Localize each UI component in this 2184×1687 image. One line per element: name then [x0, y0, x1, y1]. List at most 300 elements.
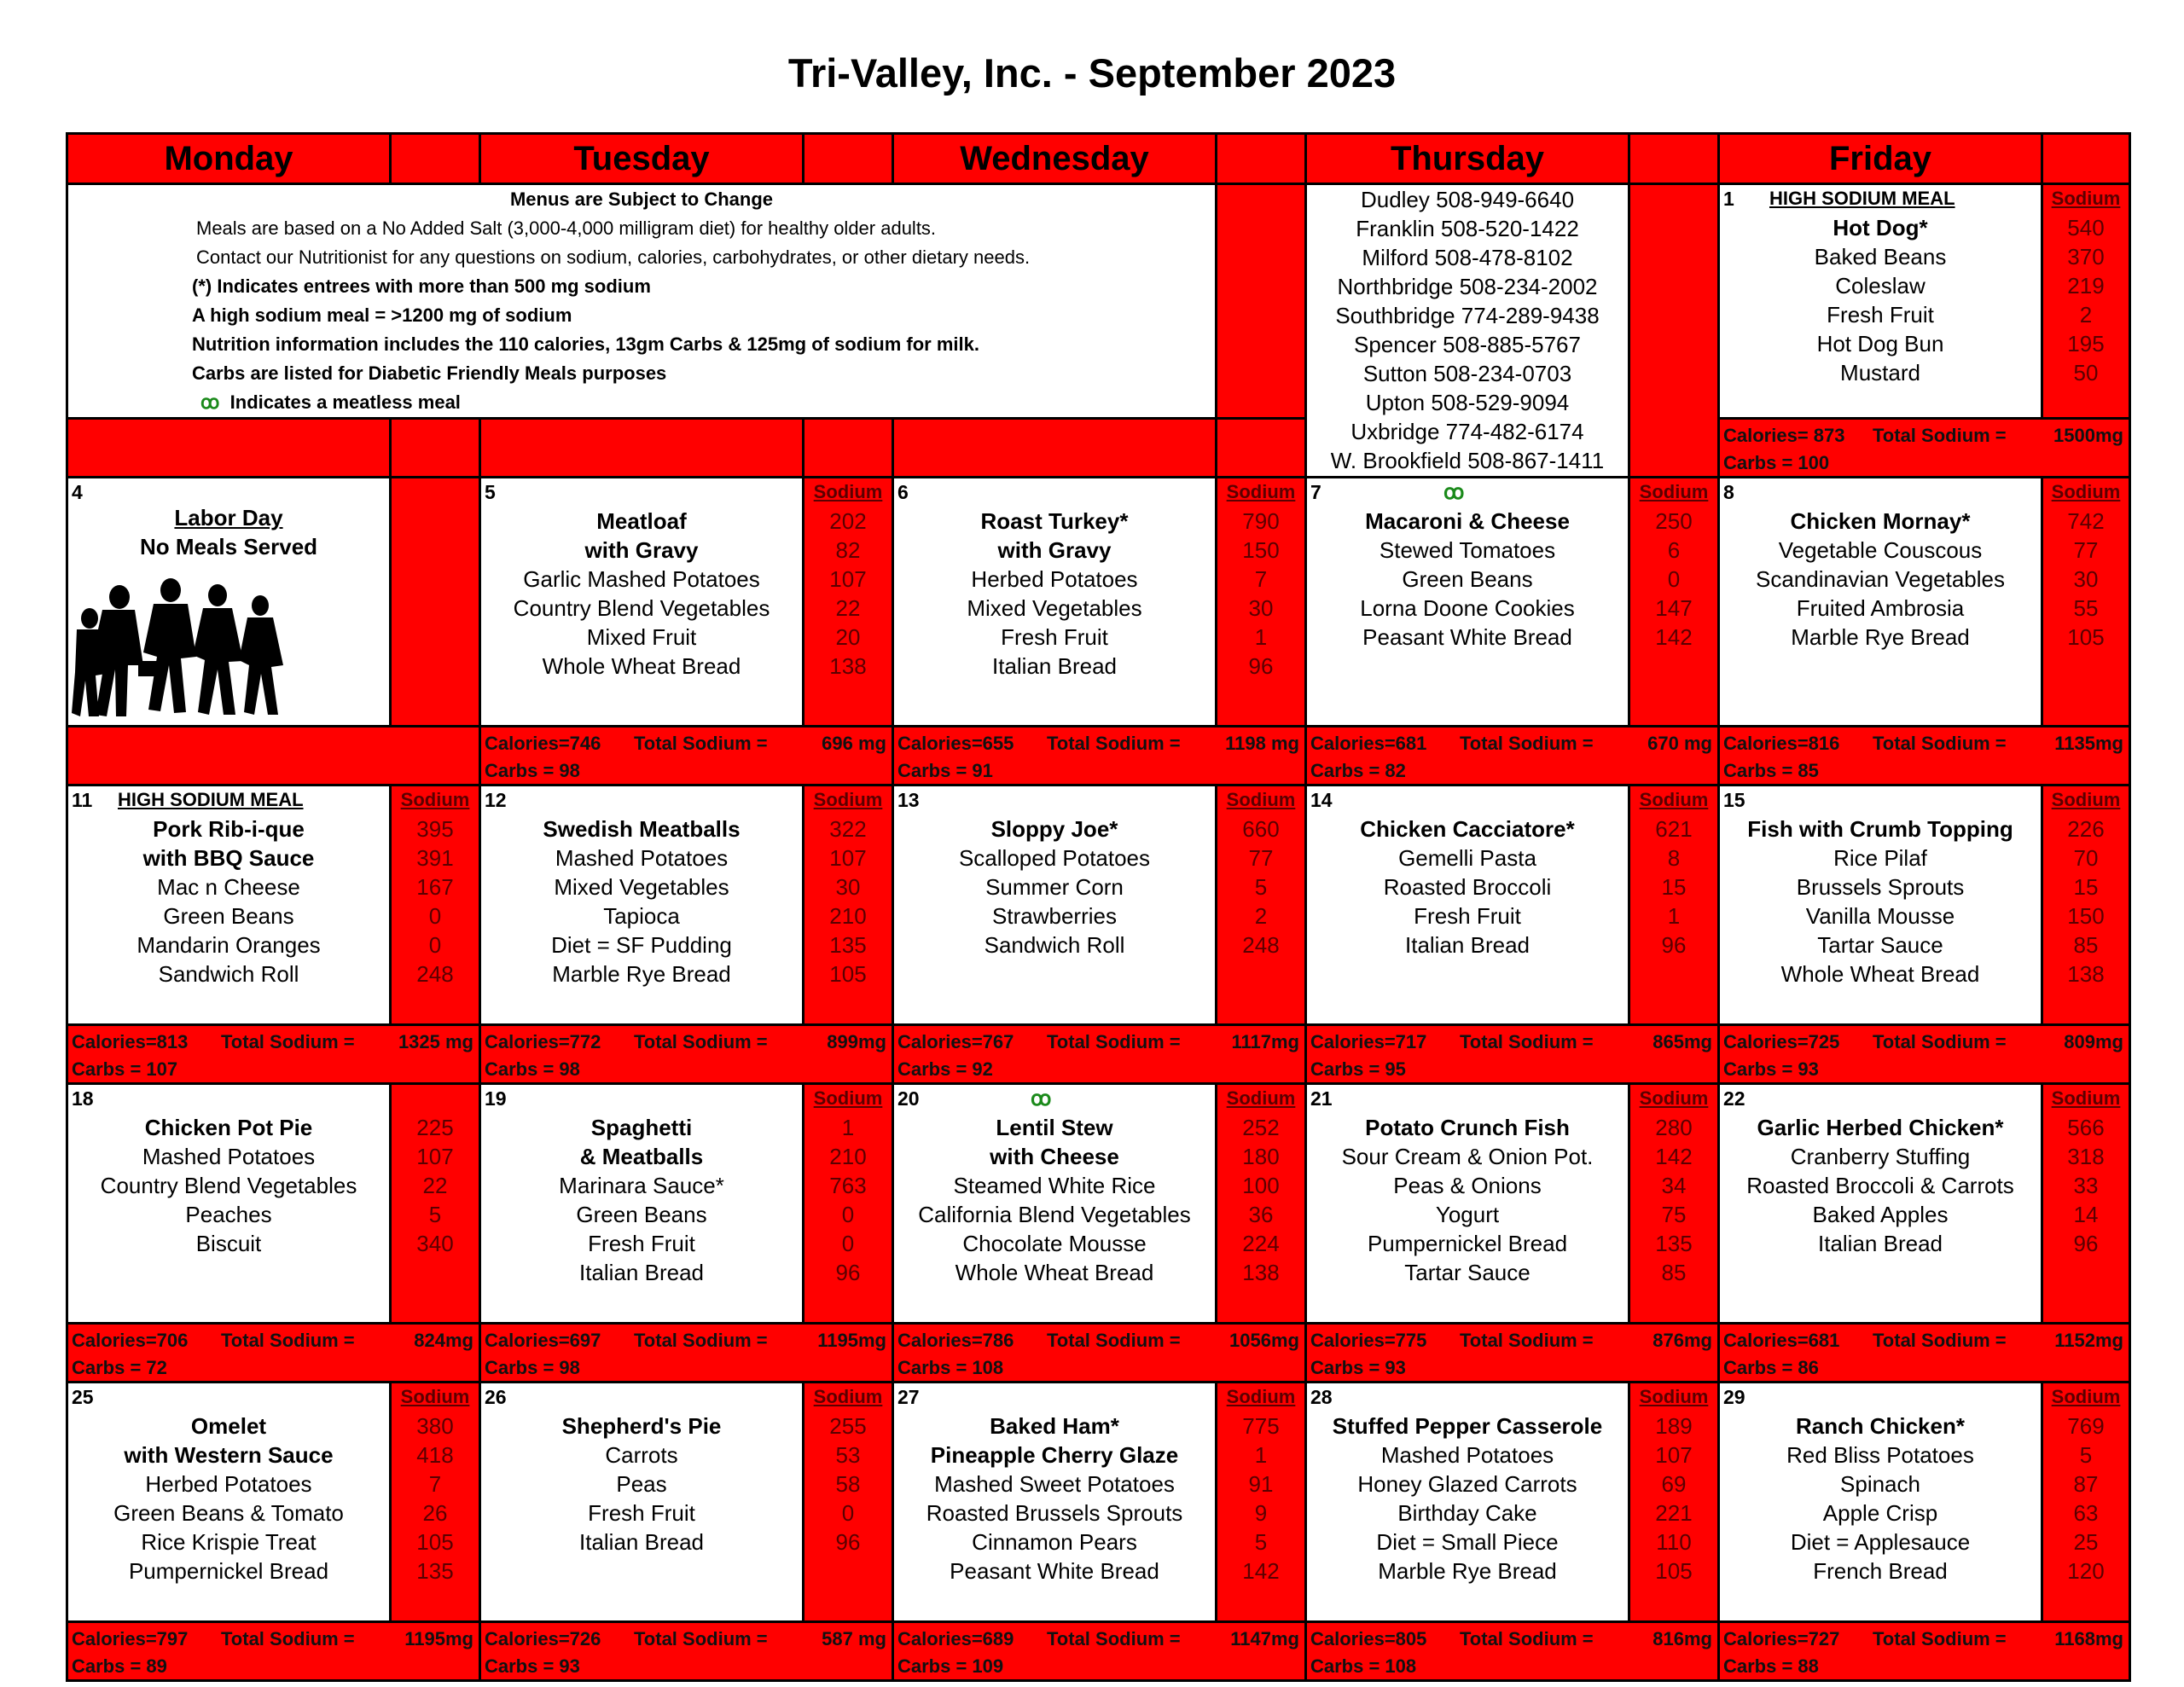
day-header-friday: Friday — [1719, 134, 2042, 184]
menu-item: Swedish Meatballs — [543, 816, 741, 842]
sodium-value: 660 — [1242, 816, 1280, 842]
day-summary — [67, 1622, 480, 1681]
menu-item: Vegetable Couscous — [1778, 537, 1983, 563]
menu-item: Diet = Small Piece — [1376, 1529, 1559, 1555]
sodium-column — [1217, 786, 1306, 1025]
sodium-value: 742 — [2067, 508, 2105, 534]
summary-row — [67, 727, 2130, 786]
calories-total: Calories=717 — [1310, 1031, 1427, 1052]
menu-item: Hot Dog Bun — [1816, 331, 1944, 357]
calories-total: Calories=727 — [1723, 1628, 1840, 1649]
sodium-value: 167 — [416, 874, 454, 900]
menu-item: Stewed Tomatoes — [1379, 537, 1556, 563]
day-cell-18 — [67, 1084, 391, 1324]
sodium-value: 1 — [1667, 903, 1681, 929]
sodium-value: 202 — [829, 508, 867, 534]
info-heading: Menus are Subject to Change — [509, 188, 774, 210]
menu-item: Fresh Fruit — [588, 1500, 695, 1526]
site-phone-list — [1306, 184, 1629, 478]
carbs-total: Carbs = 82 — [1310, 760, 1406, 781]
day-summary — [480, 1025, 893, 1084]
sodium-value: 105 — [2067, 624, 2105, 650]
menu-item: Gemelli Pasta — [1398, 845, 1536, 871]
day-summary — [1719, 727, 2130, 786]
day-header-tuesday: Tuesday — [480, 134, 804, 184]
menu-item: Italian Bread — [579, 1260, 704, 1285]
menu-item: Mashed Potatoes — [555, 845, 729, 871]
week-3-menu-row — [67, 786, 2130, 1025]
sodium-value: 82 — [835, 537, 861, 563]
sodium-header: Sodium — [1226, 1386, 1296, 1407]
sodium-value: 769 — [2067, 1413, 2105, 1439]
menu-item: Sour Cream & Onion Pot. — [1341, 1144, 1594, 1169]
date-number: 19 — [485, 1087, 507, 1110]
calories-total: Calories=772 — [485, 1031, 601, 1052]
sodium-value: 33 — [2073, 1173, 2099, 1198]
sodium-value: 107 — [829, 566, 867, 592]
sodium-column — [2042, 1383, 2130, 1622]
spacer-cell — [1217, 419, 1306, 478]
high-sodium-tag: HIGH SODIUM MEAL — [118, 789, 304, 810]
menu-item: Green Beans — [576, 1202, 707, 1227]
menu-item: Mixed Fruit — [586, 624, 697, 650]
menu-item: Chicken Pot Pie — [144, 1115, 313, 1140]
calories-total: Calories=655 — [897, 733, 1014, 754]
menu-item: Spaghetti — [590, 1115, 693, 1140]
total-sodium-label: Total Sodium = — [1047, 733, 1181, 754]
sodium-value: 621 — [1655, 816, 1693, 842]
sodium-column — [391, 478, 480, 727]
menu-items — [1720, 1412, 2041, 1586]
menu-item: Scandinavian Vegetables — [1755, 566, 2005, 592]
menu-item: Italian Bread — [579, 1529, 704, 1555]
sodium-value: 135 — [829, 932, 867, 958]
sodium-column — [1629, 1383, 1719, 1622]
high-sodium-tag: HIGH SODIUM MEAL — [1769, 188, 1955, 209]
sodium-value: 566 — [2067, 1115, 2105, 1140]
sodium-value: 418 — [416, 1442, 454, 1468]
menu-items — [894, 1412, 1215, 1586]
day-summary — [480, 727, 893, 786]
total-sodium-label: Total Sodium = — [1873, 733, 2007, 754]
info-line: (*) Indicates entrees with more than 500 mg sodium — [192, 275, 651, 297]
sodium-value: 30 — [1248, 595, 1274, 621]
day-summary — [893, 1324, 1306, 1383]
date-number: 5 — [485, 481, 496, 503]
menu-item: Coleslaw — [1835, 273, 1926, 299]
day-header-monday: Monday — [67, 134, 391, 184]
menu-item: Mashed Potatoes — [1380, 1442, 1554, 1468]
sodium-column — [1629, 478, 1719, 727]
sodium-column — [2042, 478, 2130, 727]
date-number: 22 — [1723, 1087, 1745, 1110]
total-sodium-value: 1195mg — [817, 1330, 886, 1351]
carbs-total: Carbs = 86 — [1723, 1357, 1819, 1378]
sodium-value: 96 — [835, 1260, 861, 1285]
holiday-title: Labor Day — [174, 505, 283, 530]
sodium-header: Sodium — [400, 1386, 470, 1407]
menu-item: Vanilla Mousse — [1805, 903, 1955, 929]
phone-entry: Southbridge 774-289-9438 — [1335, 303, 1600, 328]
menu-items — [481, 507, 802, 681]
sodium-value: 248 — [416, 961, 454, 987]
menu-item: Mustard — [1840, 360, 1920, 386]
sodium-value: 221 — [1655, 1500, 1693, 1526]
day-summary — [1306, 1622, 1719, 1681]
menu-calendar — [66, 132, 2131, 1682]
calories-total: Calories=786 — [897, 1330, 1014, 1351]
spacer-cell — [391, 419, 480, 478]
menu-item: Fruited Ambrosia — [1796, 595, 1965, 621]
sodium-value: 147 — [1655, 595, 1693, 621]
menu-item: Marinara Sauce* — [559, 1173, 724, 1198]
day-summary — [1306, 727, 1719, 786]
calories-total: Calories=816 — [1723, 733, 1840, 754]
sodium-column — [2042, 786, 2130, 1025]
sodium-value: 0 — [841, 1202, 855, 1227]
sodium-value: 9 — [1254, 1500, 1268, 1526]
info-line: ꝏ Indicates a meatless meal — [200, 391, 461, 413]
date-number: 4 — [72, 481, 83, 503]
total-sodium-label: Total Sodium = — [221, 1628, 355, 1649]
sodium-value: 22 — [422, 1173, 448, 1198]
sodium-value: 58 — [835, 1471, 861, 1497]
running-people-clipart — [68, 571, 299, 721]
menu-items — [481, 1113, 802, 1287]
menu-item: Strawberries — [992, 903, 1117, 929]
sodium-value: 1 — [841, 1115, 855, 1140]
sodium-value: 280 — [1655, 1115, 1693, 1140]
menu-item: Cranberry Stuffing — [1790, 1144, 1971, 1169]
sodium-header: Sodium — [1639, 1386, 1709, 1407]
sodium-value: 96 — [1661, 932, 1687, 958]
total-sodium-value: 587 mg — [822, 1628, 886, 1649]
sodium-column — [391, 1084, 480, 1324]
menu-item: Marble Rye Bread — [1791, 624, 1970, 650]
sodium-value: 87 — [2073, 1471, 2099, 1497]
sodium-header: Sodium — [813, 481, 883, 502]
day-summary — [893, 1025, 1306, 1084]
day-cell-11 — [67, 786, 391, 1025]
day-summary — [1719, 1324, 2130, 1383]
sodium-value: 318 — [2067, 1144, 2105, 1169]
sodium-column — [1629, 1084, 1719, 1324]
day-summary — [67, 1324, 480, 1383]
menu-item: Pork Rib-i-que — [153, 816, 305, 842]
spacer-cell — [67, 727, 480, 786]
sodium-value: 85 — [1661, 1260, 1687, 1285]
menu-item: Fresh Fruit — [1827, 302, 1934, 328]
carbs-total: Carbs = 98 — [485, 1357, 580, 1378]
meatless-leaf-icon: ꝏ — [1031, 1087, 1052, 1110]
sodium-value: 142 — [1655, 624, 1693, 650]
sodium-value: 142 — [1242, 1558, 1280, 1584]
sodium-value: 135 — [1655, 1231, 1693, 1256]
sodium-value: 248 — [1242, 932, 1280, 958]
date-number: 1 HIGH SODIUM MEAL — [1723, 188, 1955, 210]
sodium-value: 790 — [1242, 508, 1280, 534]
menu-item: Green Beans & Tomato — [113, 1500, 344, 1526]
menu-item: Brussels Sprouts — [1796, 874, 1965, 900]
menu-item: Baked Ham* — [990, 1413, 1119, 1439]
menu-item: & Meatballs — [579, 1144, 704, 1169]
sodium-value: 34 — [1661, 1173, 1687, 1198]
day-summary — [1306, 1025, 1719, 1084]
day-cell-21 — [1306, 1084, 1629, 1324]
menu-item: Biscuit — [195, 1231, 262, 1256]
day-cell-7 — [1306, 478, 1629, 727]
menu-item: Yogurt — [1435, 1202, 1500, 1227]
sodium-value: 142 — [1655, 1144, 1693, 1169]
menu-item: Italian Bread — [1405, 932, 1530, 958]
sodium-header: Sodium — [1639, 481, 1709, 502]
info-line: Meals are based on a No Added Salt (3,000-4,000 milligram diet) for healthy older adults. — [196, 217, 937, 239]
menu-item: Garlic Mashed Potatoes — [523, 566, 760, 592]
calories-total: Calories=746 — [485, 733, 601, 754]
sodium-value: 26 — [422, 1500, 448, 1526]
total-sodium-label: Total Sodium = — [634, 1628, 768, 1649]
day-cell-15 — [1719, 786, 2042, 1025]
menu-items — [481, 1412, 802, 1557]
day-cell-29 — [1719, 1383, 2042, 1622]
day-cell-22 — [1719, 1084, 2042, 1324]
sodium-column — [1217, 1084, 1306, 1324]
date-number: 20 ꝏ — [897, 1087, 1052, 1110]
total-sodium-value: 816mg — [1653, 1628, 1712, 1649]
menu-item: Sloppy Joe* — [990, 816, 1118, 842]
sodium-value: 252 — [1242, 1115, 1280, 1140]
phone-entry: Spencer 508-885-5767 — [1354, 332, 1581, 357]
sodium-column — [391, 1383, 480, 1622]
menu-item: Fresh Fruit — [1414, 903, 1521, 929]
menu-item: Stuffed Pepper Casserole — [1332, 1413, 1603, 1439]
phone-entry: Sutton 508-234-0703 — [1362, 361, 1572, 386]
sodium-value: 69 — [1661, 1471, 1687, 1497]
calories-total: Calories=697 — [485, 1330, 601, 1351]
sodium-value: 250 — [1655, 508, 1693, 534]
sodium-value: 96 — [1248, 653, 1274, 679]
sodium-value: 322 — [829, 816, 867, 842]
total-sodium-value: 1147mg — [1230, 1628, 1299, 1649]
menu-item: Sandwich Roll — [984, 932, 1125, 958]
day-cell-4 — [67, 478, 391, 727]
menu-items — [1307, 507, 1628, 652]
sodium-value: 775 — [1242, 1413, 1280, 1439]
sodium-value: 100 — [1242, 1173, 1280, 1198]
menu-items — [68, 1113, 389, 1258]
menu-item: Italian Bread — [992, 653, 1117, 679]
carbs-total: Carbs = 95 — [1310, 1058, 1406, 1080]
page-title: Tri-Valley, Inc. - September 2023 — [787, 50, 1397, 96]
info-line: Nutrition information includes the 110 calories, 13gm Carbs & 125mg of sodium for milk. — [192, 333, 979, 355]
menu-item: Fish with Crumb Topping — [1747, 816, 2013, 842]
sodium-value: 1 — [1254, 1442, 1268, 1468]
sodium-value: 5 — [1254, 1529, 1268, 1555]
sodium-value: 150 — [1242, 537, 1280, 563]
menu-item: Lentil Stew — [996, 1115, 1113, 1140]
menu-item: Birthday Cake — [1397, 1500, 1537, 1526]
sodium-value: 2 — [2079, 302, 2093, 328]
header-spacer — [2042, 134, 2130, 184]
menu-item: Green Beans — [1402, 566, 1533, 592]
sodium-value: 189 — [1655, 1413, 1693, 1439]
menu-item: Steamed White Rice — [953, 1173, 1156, 1198]
sodium-value: 391 — [416, 845, 454, 871]
sodium-value: 219 — [2067, 273, 2105, 299]
sodium-value: 15 — [2073, 874, 2099, 900]
carbs-total: Carbs = 89 — [72, 1655, 167, 1677]
total-sodium-value: 1117mg — [1231, 1031, 1299, 1052]
day-cell-14 — [1306, 786, 1629, 1025]
sodium-value: 77 — [2073, 537, 2099, 563]
spacer-cell — [480, 419, 804, 478]
total-sodium-value: 670 mg — [1647, 733, 1712, 754]
carbs-total: Carbs = 98 — [485, 760, 580, 781]
total-sodium-label: Total Sodium = — [634, 1330, 768, 1351]
sodium-value: 380 — [416, 1413, 454, 1439]
sodium-value: 0 — [841, 1231, 855, 1256]
menu-item: with Western Sauce — [124, 1442, 334, 1468]
calories-total: Calories=767 — [897, 1031, 1014, 1052]
sodium-header: Sodium — [2051, 188, 2121, 209]
carbs-total: Carbs = 93 — [485, 1655, 580, 1677]
sodium-value: 0 — [428, 903, 442, 929]
menu-item: Herbed Potatoes — [971, 566, 1138, 592]
sodium-value: 20 — [835, 624, 861, 650]
sodium-value: 224 — [1242, 1231, 1280, 1256]
day-header-wednesday: Wednesday — [893, 134, 1217, 184]
sodium-column — [1217, 478, 1306, 727]
sodium-value: 15 — [1661, 874, 1687, 900]
date-number: 14 — [1310, 789, 1333, 811]
menu-items — [68, 1412, 389, 1586]
phone-entry: Milford 508-478-8102 — [1362, 245, 1573, 270]
total-sodium-label: Total Sodium = — [1873, 1628, 2007, 1649]
menu-item: Rice Krispie Treat — [141, 1529, 317, 1555]
menu-item: Tapioca — [603, 903, 680, 929]
date-number: 7 ꝏ — [1310, 481, 1465, 504]
sodium-value: 0 — [428, 932, 442, 958]
total-sodium-value: 899mg — [827, 1031, 886, 1052]
total-sodium-value: 1056mg — [1229, 1330, 1299, 1351]
date-number: 11 HIGH SODIUM MEAL — [72, 789, 304, 811]
menu-item: Country Blend Vegetables — [100, 1173, 357, 1198]
total-sodium-value: 1500mg — [2053, 425, 2123, 446]
menu-items — [1720, 213, 2041, 387]
menu-item: Rice Pilaf — [1833, 845, 1927, 871]
sodium-value: 55 — [2073, 595, 2099, 621]
sodium-header: Sodium — [2051, 789, 2121, 810]
menu-item: Country Blend Vegetables — [513, 595, 770, 621]
menu-item: Whole Wheat Bread — [1780, 961, 1980, 987]
menu-item: Pumpernickel Bread — [1367, 1231, 1568, 1256]
sodium-column — [2042, 1084, 2130, 1324]
menu-item: Fresh Fruit — [1001, 624, 1108, 650]
sodium-column — [2042, 184, 2130, 419]
menu-item: Baked Apples — [1812, 1202, 1949, 1227]
menu-item: Roast Turkey* — [980, 508, 1129, 534]
day-header-thursday: Thursday — [1306, 134, 1629, 184]
sodium-value: 370 — [2067, 244, 2105, 270]
sodium-value: 22 — [835, 595, 861, 621]
info-line: Carbs are listed for Diabetic Friendly Meals purposes — [192, 362, 667, 384]
summary-row — [67, 1324, 2130, 1383]
sodium-value: 195 — [2067, 331, 2105, 357]
total-sodium-value: 876mg — [1653, 1330, 1712, 1351]
menu-item: Peasant White Bread — [1362, 624, 1572, 650]
menu-item: Mashed Potatoes — [142, 1144, 316, 1169]
sodium-header: Sodium — [1639, 789, 1709, 810]
spacer-cell — [1217, 184, 1306, 419]
menu-item: Pineapple Cherry Glaze — [930, 1442, 1179, 1468]
day-summary — [480, 1622, 893, 1681]
date-number: 8 — [1723, 481, 1734, 503]
sodium-column — [804, 786, 893, 1025]
sodium-value: 30 — [835, 874, 861, 900]
sodium-value: 5 — [2079, 1442, 2093, 1468]
menu-item: Mashed Sweet Potatoes — [934, 1471, 1175, 1497]
calories-total: Calories=706 — [72, 1330, 189, 1351]
day-summary — [1719, 419, 2130, 478]
menu-item: Marble Rye Bread — [552, 961, 731, 987]
menu-item: Garlic Herbed Chicken* — [1757, 1115, 2004, 1140]
menu-item: Roasted Broccoli & Carrots — [1746, 1173, 2014, 1198]
menu-item: Scalloped Potatoes — [958, 845, 1151, 871]
sodium-value: 105 — [1655, 1558, 1693, 1584]
sodium-value: 135 — [416, 1558, 454, 1584]
total-sodium-value: 1135mg — [2054, 733, 2123, 754]
day-cell-19 — [480, 1084, 804, 1324]
menu-item: Diet = Applesauce — [1790, 1529, 1971, 1555]
sodium-value: 5 — [428, 1202, 442, 1227]
total-sodium-value: 696 mg — [822, 733, 886, 754]
day-cell-20 — [893, 1084, 1217, 1324]
menu-item: Apple Crisp — [1822, 1500, 1938, 1526]
menu-item: Summer Corn — [985, 874, 1124, 900]
menu-item: Lorna Doone Cookies — [1360, 595, 1575, 621]
menu-item: with Gravy — [997, 537, 1112, 563]
week-4-menu-row — [67, 1084, 2130, 1324]
date-number: 18 — [72, 1087, 94, 1110]
spacer-cell — [893, 419, 1217, 478]
menu-item: Fresh Fruit — [588, 1231, 695, 1256]
menu-item: Diet = SF Pudding — [551, 932, 732, 958]
phone-entry: Northbridge 508-234-2002 — [1337, 274, 1598, 299]
day-cell-25 — [67, 1383, 391, 1622]
sodium-value: 25 — [2073, 1529, 2099, 1555]
info-line: Contact our Nutritionist for any questions on sodium, calories, carbohydrates, or other dietary needs. — [196, 246, 1031, 268]
menu-item: Mixed Vegetables — [967, 595, 1142, 621]
day-summary — [893, 1622, 1306, 1681]
sodium-value: 14 — [2073, 1202, 2099, 1227]
total-sodium-label: Total Sodium = — [1873, 1031, 2007, 1052]
day-cell-8 — [1719, 478, 2042, 727]
calories-total: Calories=797 — [72, 1628, 189, 1649]
sodium-value: 110 — [1656, 1529, 1692, 1555]
sodium-value: 226 — [2067, 816, 2105, 842]
sodium-value: 1 — [1254, 624, 1268, 650]
total-sodium-label: Total Sodium = — [634, 733, 768, 754]
menu-item: California Blend Vegetables — [918, 1202, 1191, 1227]
calories-total: Calories=805 — [1310, 1628, 1427, 1649]
day-cell-5 — [480, 478, 804, 727]
total-sodium-value: 809mg — [2064, 1031, 2123, 1052]
summary-row — [67, 419, 2130, 478]
date-number: 21 — [1310, 1087, 1333, 1110]
total-sodium-label: Total Sodium = — [1047, 1628, 1181, 1649]
total-sodium-label: Total Sodium = — [1460, 733, 1594, 754]
total-sodium-label: Total Sodium = — [1047, 1330, 1181, 1351]
